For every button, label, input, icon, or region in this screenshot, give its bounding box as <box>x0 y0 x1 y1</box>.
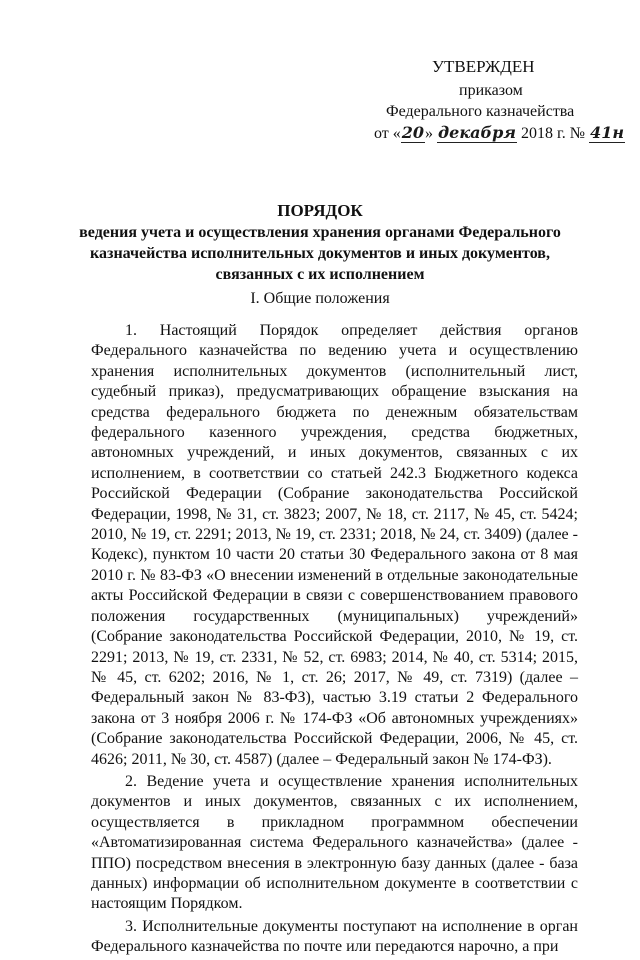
date-prefix: от « <box>374 125 401 142</box>
date-separator: » <box>425 125 438 142</box>
handwritten-month: декабря <box>438 123 517 142</box>
title-subtitle: ведения учета и осуществления хранения органами Федерального казначейства исполнительных документов и иных документов, связанных с их исполнением <box>79 224 561 283</box>
paragraph-2: 2. Ведение учета и осуществление хранения исполнительных документов и иных документов, связанных с их исполнением, осуществляется в прикладном программном обеспечении «Автоматизированная система Федерального казначейства» (далее - ППО) посредством внесения в электронную базу данных (далее - база данных) информации об исполнительном документе в соответствии с настоящим Порядком. <box>91 772 578 913</box>
order-year: 2018 г. № <box>517 125 590 142</box>
order-dateline <box>374 122 625 144</box>
approved-label: УТВЕРЖДЕН <box>432 57 535 76</box>
section-heading: I. Общие положения <box>250 290 390 307</box>
document-title <box>60 200 580 285</box>
document-body <box>91 321 578 960</box>
paragraph-1: 1. Настоящий Порядок определяет действия органов Федерального казначейства по ведению учета и осуществлению хранения исполнительных документов (исполнительный лист, судебный приказ), предусматривающих обращение взыскания на средства федерального бюджета по денежным обязательствам федерального казенного учреждения, средства бюджетных, автономных учреждений, и иных документов, связанных с их исполнением, в соответствии со статьей 242.3 Бюджетного кодекса Российской Федерации (Собрание законодательства Российской Федерации, 1998, № 31, ст. 3823; 2007, № 18, ст. 2117, № 45, ст. 5424; 2010, № 19, ст. 2291; 2013, № 19, ст. 2331; 2018, № 24, ст. 3409) (далее - Кодекс), пунктом 10 части 20 статьи 30 Федерального закона от 8 мая 2010 г. № 83-ФЗ «О внесении изменений в отдельные законодательные акты Российской Федерации в связи с совершенствованием правового положения государственных (муниципальных) учреждений» (Собрание законодательства Российской Федерации, 2010, № 19, ст. 2291; 2013, № 19, ст. 2331, № 52, ст. 6983; 2014, № 40, ст. 5314; 2015, № 45, ст. 6202; 2016, № 1, ст. 26; 2017, № 49, ст. 7319) (далее – Федеральный закон № 83-ФЗ), частью 3.19 статьи 2 Федерального закона от 3 ноября 2006 г. № 174-ФЗ «Об автономных учреждениях» (Собрание законодательства Российской Федерации, 2006, № 45, ст. 4626; 2011, № 30, ст. 4587) (далее – Федеральный закон № 174-ФЗ). <box>91 322 578 768</box>
paragraph-3: 3. Исполнительные документы поступают на исполнение в орган Федерального казначейства по почте или передаются нарочно, а при <box>91 917 578 956</box>
handwritten-day: 20 <box>401 123 425 142</box>
handwritten-order-number: 41н <box>590 123 624 142</box>
agency-name: Федерального казначейства <box>386 103 575 120</box>
title-main: ПОРЯДОК <box>277 201 363 220</box>
order-label: приказом <box>459 82 523 99</box>
